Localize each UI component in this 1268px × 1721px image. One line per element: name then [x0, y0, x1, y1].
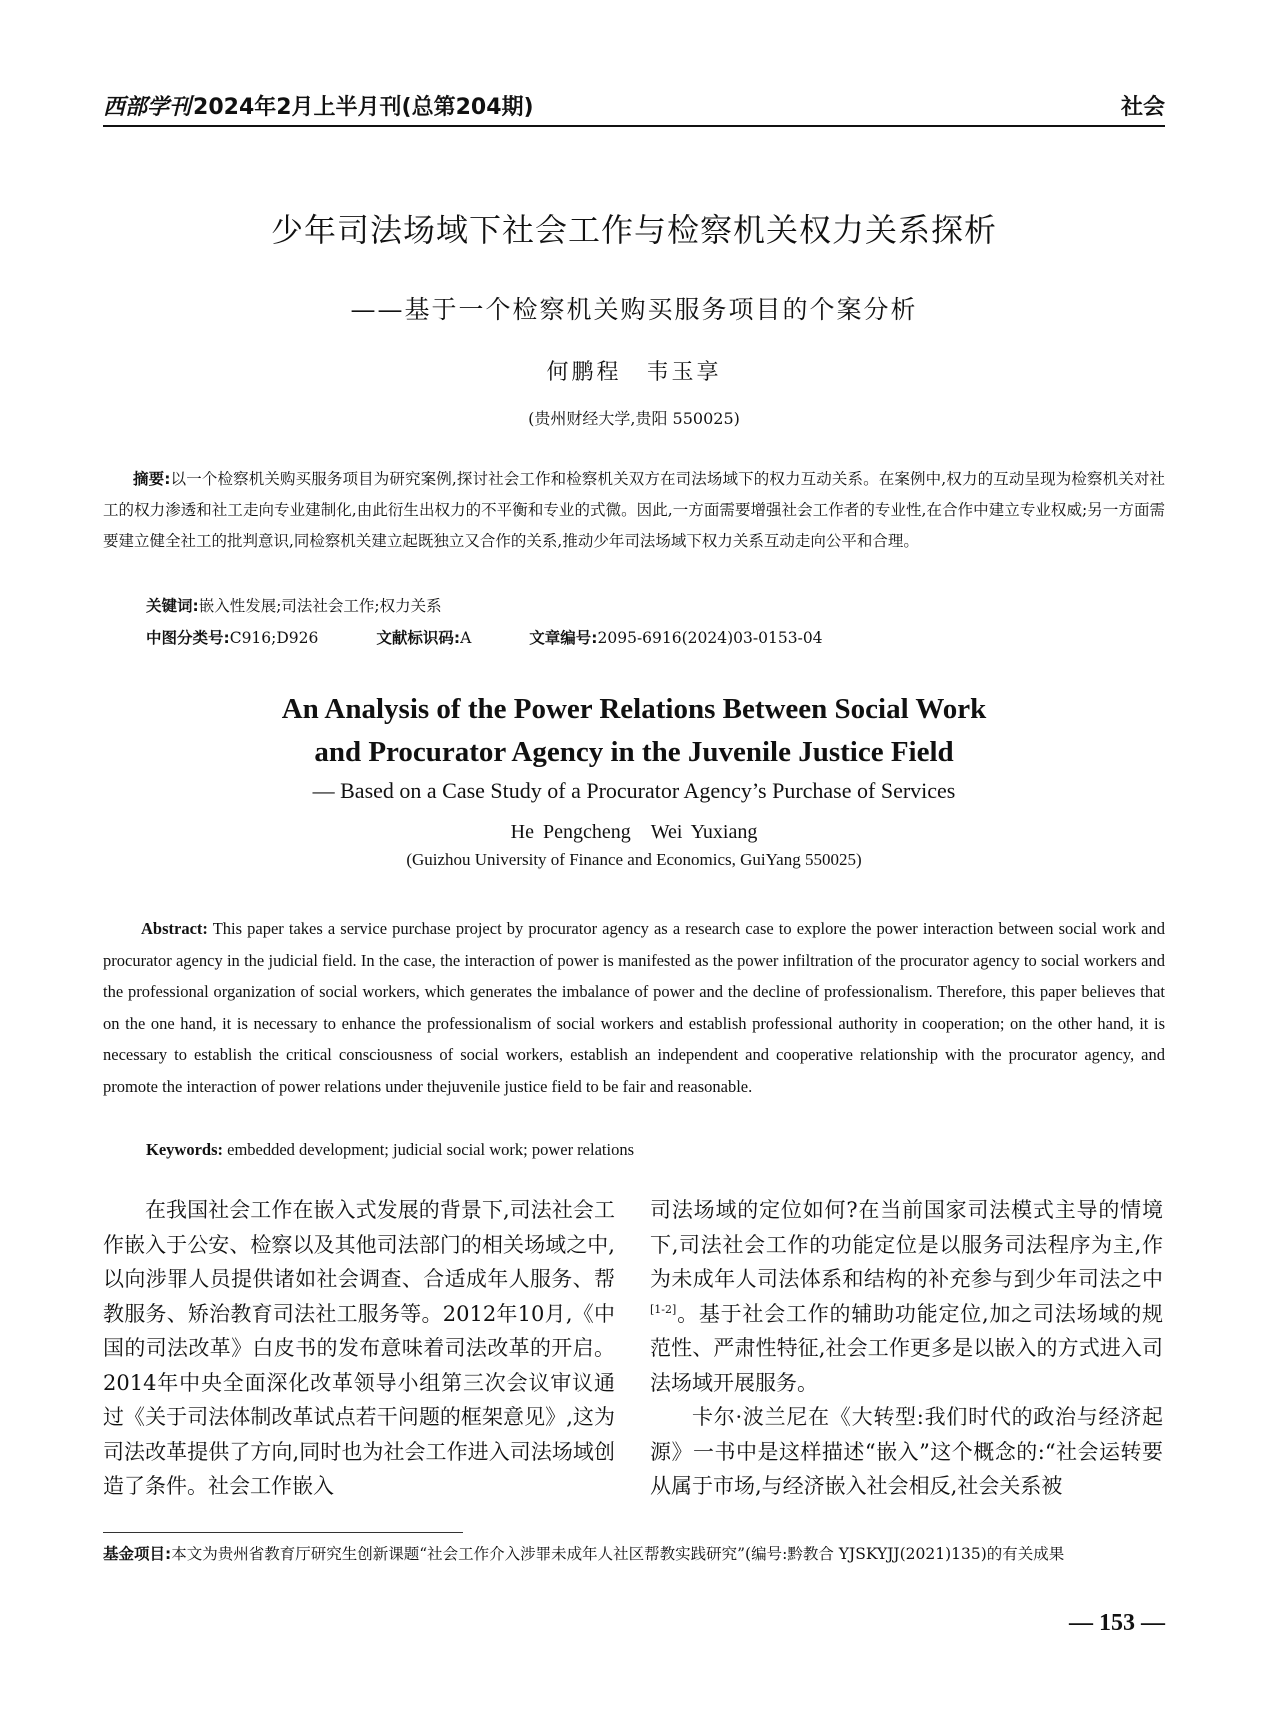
doc-code-value: A — [460, 629, 472, 647]
class-label: 中图分类号: — [146, 629, 230, 647]
abstract-label: 摘要: — [133, 470, 171, 488]
footnote — [103, 1540, 1165, 1569]
chinese-title: 少年司法场域下社会工作与检察机关权力关系探析 — [270, 211, 997, 249]
english-keywords-label: Keywords: — [146, 1140, 223, 1159]
body-text: 。基于社会工作的辅助功能定位,加之司法场域的规范性、严肃性特征,社会工作更多是以嵌入的方式进入司法场域开展服务。 — [650, 1301, 1163, 1395]
chinese-keywords — [146, 594, 442, 616]
english-keywords — [146, 1140, 634, 1160]
issue-info: 2024年2月上半月刊(总第204期) — [193, 95, 534, 120]
class-value: C916;D926 — [229, 629, 319, 647]
article-number-label: 文章编号: — [529, 629, 598, 647]
english-title-line-1: An Analysis of the Power Relations Between Social Work — [281, 693, 987, 725]
body-text: 司法场域的定位如何?在当前国家司法模式主导的情境下,司法社会工作的功能定位是以服务司法程序为主,作为未成年人司法体系和结构的补充参与到少年司法之中 — [650, 1198, 1163, 1291]
article-number-value: 2095-6916(2024)03-0153-04 — [597, 629, 823, 647]
running-header — [103, 90, 534, 121]
english-affiliation: (Guizhou University of Finance and Economics, GuiYang 550025) — [406, 850, 862, 869]
english-abstract-label: Abstract: — [141, 919, 208, 938]
keywords-text: 嵌入性发展;司法社会工作;权力关系 — [198, 597, 442, 615]
chinese-affiliation: (贵州财经大学,贵阳 550025) — [528, 409, 740, 428]
doc-code-label: 文献标识码: — [376, 629, 461, 647]
body-paragraph: 卡尔·波兰尼在《大转型:我们时代的政治与经济起源》一书中是这样描述“嵌入”这个概念的:“社会运转要从属于市场,与经济嵌入社会相反,社会关系被 — [650, 1405, 1163, 1498]
english-keywords-text: embedded development; judicial social work; power relations — [227, 1140, 635, 1159]
english-title — [0, 688, 1268, 774]
body-paragraph: 在我国社会工作在嵌入式发展的背景下,司法社会工作嵌入于公安、检察以及其他司法部门的相关场域之中,以向涉罪人员提供诸如社会调查、合适成年人服务、帮教服务、矫治教育司法社工服务等。2012年10月,《中国的司法改革》白皮书的发布意味着司法改革的开启。2014年中央全面深化改革领导小组第三次会议审议通过《关于司法体制改革试点若干问题的框架意见》,这为司法改革提供了方向,同时也为社会工作进入司法场域创造了条件。社会工作嵌入 — [103, 1198, 615, 1498]
chinese-authors: 何鹏程 韦玉享 — [546, 360, 722, 385]
english-abstract-text: This paper takes a service purchase project by procurator agency as a research case to explore the power interaction between social work and procurator agency in the judicial field. In the case, the interaction of power is manifested as the power infiltration of the procurator agency to social workers and the professional organization of social workers, which generates the imbalance of power and the decline of professionalism. Therefore, this paper believes that on the one hand, it is necessary to enhance the professionalism of social workers and establish professional authority in cooperation; on the other hand, it is necessary to establish the critical consciousness of social workers, establish an independent and cooperative relationship with the procurator agency, and promote the interaction of power relations under thejuvenile justice field to be fair and reasonable. — [103, 919, 1166, 1096]
section-label: 社会 — [1120, 95, 1165, 120]
keywords-label: 关键词: — [146, 597, 199, 615]
footnote-text: 本文为贵州省教育厅研究生创新课题“社会工作介入涉罪未成年人社区帮教实践研究”(编号:黔教合 YJSKYJJ(2021)135)的有关成果 — [171, 1545, 1065, 1563]
english-authors: He Pengcheng Wei Yuxiang — [510, 821, 758, 843]
abstract-text: 以一个检察机关购买服务项目为研究案例,探讨社会工作和检察机关双方在司法场域下的权力互动关系。在案例中,权力的互动呈现为检察机关对社工的权力渗透和社工走向专业建制化,由此衍生出权力的不平衡和专业的式微。因此,一方面需要增强社会工作者的专业性,在合作中建立专业权威;另一方面需要建立健全社工的批判意识,同检察机关建立起既独立又合作的关系,推动少年司法场域下权力关系互动走向公平和合理。 — [103, 470, 1165, 550]
classification-line — [146, 626, 823, 648]
body-paragraph — [650, 1193, 1163, 1400]
english-title-line-2: and Procurator Agency in the Juvenile Justice Field — [314, 736, 954, 768]
body-column-left — [103, 1193, 615, 1504]
chinese-subtitle: ——基于一个检察机关购买服务项目的个案分析 — [350, 295, 918, 324]
body-column-right — [650, 1193, 1163, 1504]
citation-ref: [1-2] — [650, 1302, 677, 1316]
english-abstract — [103, 913, 1165, 1102]
header-divider — [103, 125, 1165, 127]
english-subtitle: — Based on a Case Study of a Procurator Agency’s Purchase of Services — [312, 778, 956, 803]
journal-logo: 西部学刊 — [103, 94, 192, 120]
chinese-abstract — [103, 464, 1165, 557]
footnote-divider — [103, 1532, 463, 1533]
footnote-label: 基金项目: — [103, 1545, 172, 1563]
page-number: — 153 — — [1069, 1610, 1165, 1636]
